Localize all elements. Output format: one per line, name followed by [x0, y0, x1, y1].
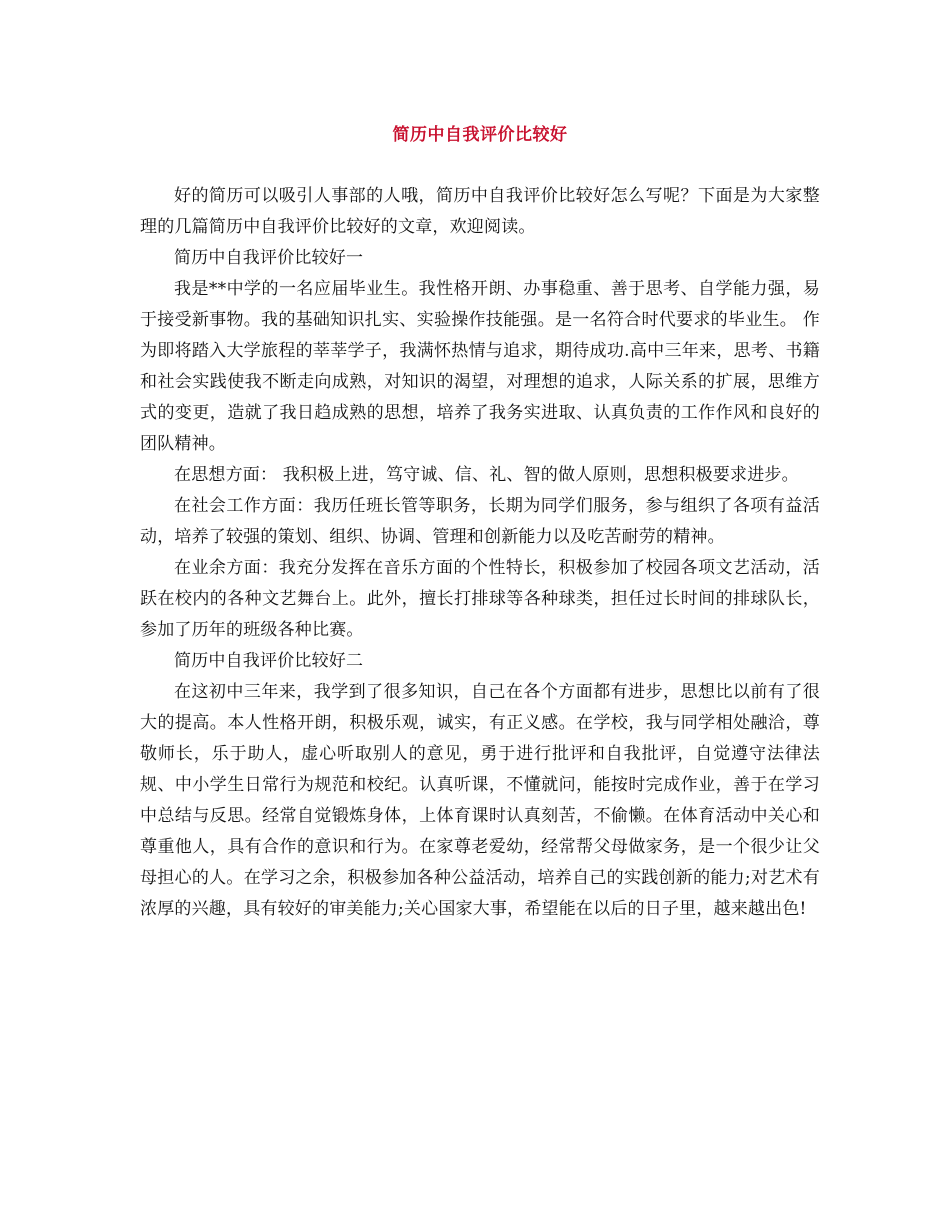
- document-title: 简历中自我评价比较好: [392, 125, 568, 145]
- body-paragraph: 在思想方面： 我积极上进，笃守诚、信、礼、智的做人原则，思想积极要求进步。: [174, 465, 799, 485]
- section-heading-two: 简历中自我评价比较好二: [174, 651, 364, 671]
- intro-paragraph: 好的简历可以吸引人事部的人哦，简历中自我评价比较好怎么写呢？下面是为大家整理的几篇简历中自我评价比较好的文章，欢迎阅读。: [140, 186, 820, 237]
- body-paragraph: 我是**中学的一名应届毕业生。我性格开朗、办事稳重、善于思考、自学能力强，易于接受新事物。我的基础知识扎实、实验操作技能强。是一名符合时代要求的毕业生。 作为即将踏入大学旅程的莘莘学子，我满怀热情与追求，期待成功.高中三年来，思考、书籍和社会实践使我不断走向成熟，对知识的渴望，对理想的追求，人际关系的扩展，思维方式的变更，造就了我日趋成熟的思想，培养了我务实进取、认真负责的工作作风和良好的团队精神。: [140, 279, 820, 454]
- body-paragraph: 在社会工作方面：我历任班长管等职务，长期为同学们服务，参与组织了各项有益活动，培养了较强的策划、组织、协调、管理和创新能力以及吃苦耐劳的精神。: [140, 496, 820, 547]
- document-body: [140, 181, 820, 925]
- section-heading-one: 简历中自我评价比较好一: [174, 248, 364, 268]
- body-paragraph: 在业余方面：我充分发挥在音乐方面的个性特长，积极参加了校园各项文艺活动，活跃在校内的各种文艺舞台上。此外，擅长打排球等各种球类，担任过长时间的排球队长，参加了历年的班级各种比赛。: [140, 558, 820, 640]
- body-paragraph: 在这初中三年来，我学到了很多知识，自己在各个方面都有进步，思想比以前有了很大的提高。本人性格开朗，积极乐观，诚实，有正义感。在学校，我与同学相处融洽，尊敬师长，乐于助人，虚心听取别人的意见，勇于进行批评和自我批评，自觉遵守法律法规、中小学生日常行为规范和校纪。认真听课，不懂就问，能按时完成作业，善于在学习中总结与反思。经常自觉锻炼身体，上体育课时认真刻苦，不偷懒。在体育活动中关心和尊重他人，具有合作的意识和行为。在家尊老爱幼，经常帮父母做家务，是一个很少让父母担心的人。在学习之余，积极参加各种公益活动，培养自己的实践创新的能力;对艺术有浓厚的兴趣，具有较好的审美能力;关心国家大事，希望能在以后的日子里，越来越出色!: [140, 682, 820, 919]
